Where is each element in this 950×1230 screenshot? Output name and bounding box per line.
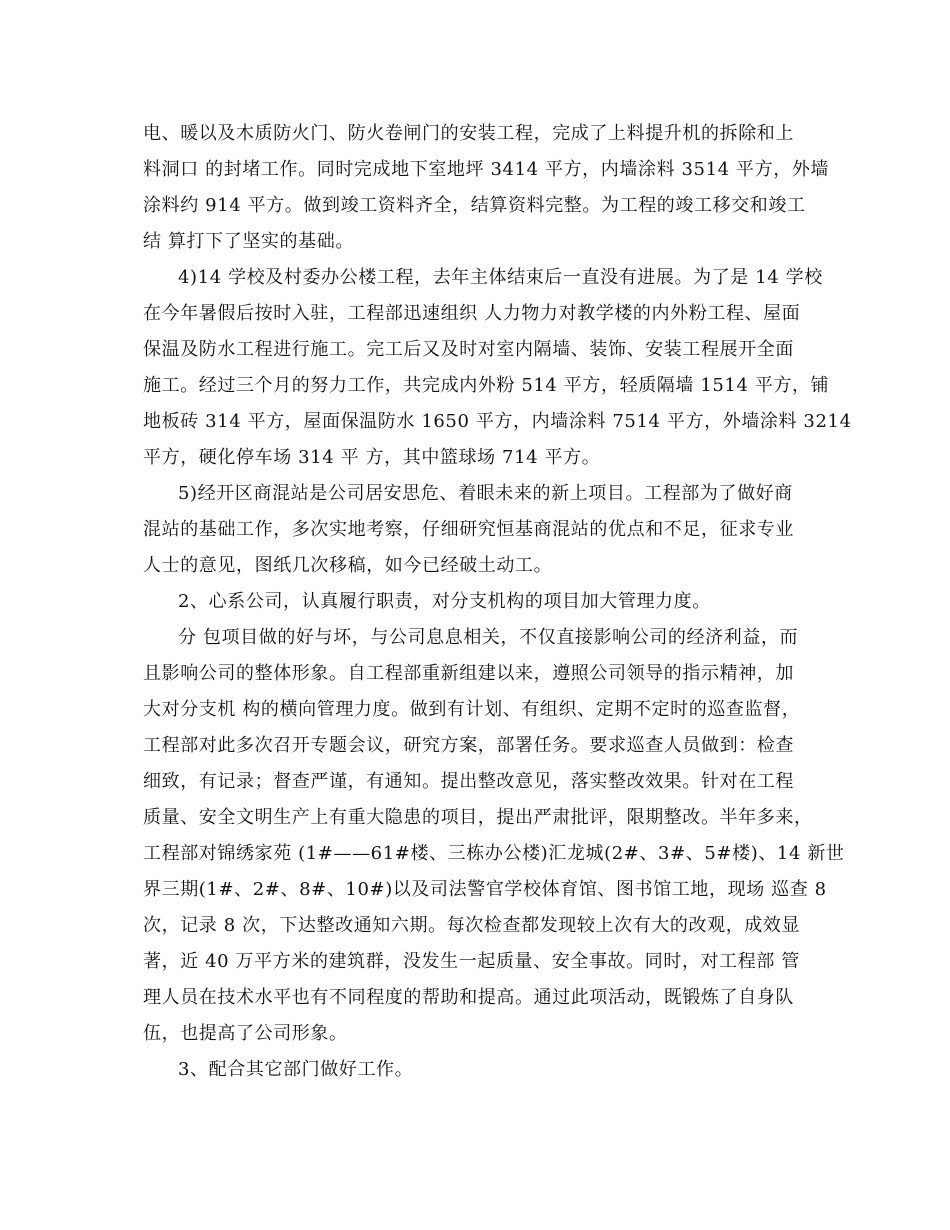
text-line: 且影响公司的整体形象。自工程部重新组建以来，遵照公司领导的指示精神，加	[143, 663, 794, 684]
text-line: 大对分支机 构的横向管理力度。做到有计划、有组织、定期不定时的巡查监督，	[143, 699, 801, 720]
text-line: 4)14 学校及村委办公楼工程，去年主体结束后一直没有进展。为了是 14 学校	[178, 267, 823, 288]
text-line: 地板砖 314 平方，屋面保温防水 1650 平方，内墙涂料 7514 平方，外墙涂料 3214	[143, 411, 852, 432]
text-line: 质量、安全文明生产上有重大隐患的项目，提出严肃批评，限期整改。半年多来，	[143, 807, 813, 828]
text-line: 平方，硬化停车场 314 平 方，其中篮球场 714 平方。	[143, 447, 601, 468]
text-line: 在今年暑假后按时入驻，工程部迅速组织 人力物力对教学楼的内外粉工程、屋面	[143, 303, 801, 324]
text-line: 涂料约 914 平方。做到竣工资料齐全，结算资料完整。为工程的竣工移交和竣工	[143, 195, 806, 216]
text-line: 混站的基础工作，多次实地考察，仔细研究恒基商混站的优点和不足，征求专业	[143, 519, 794, 540]
text-line: 施工。经过三个月的努力工作，共完成内外粉 514 平方，轻质隔墙 1514 平方，铺	[143, 375, 830, 396]
text-line: 结 算打下了坚实的基础。	[143, 231, 354, 252]
text-line: 保温及防水工程进行施工。完工后又及时对室内隔墙、装饰、安装工程展开全面	[143, 339, 794, 360]
section-heading: 2、心系公司，认真履行职责，对分支机构的项目加大管理力度。	[178, 591, 711, 612]
text-line: 细致，有记录；督查严谨，有通知。提出整改意见，落实整改效果。针对在工程	[143, 771, 794, 792]
section-heading: 3、配合其它部门做好工作。	[178, 1059, 414, 1080]
text-line: 5)经开区商混站是公司居安思危、着眼未来的新上项目。工程部为了做好商	[178, 483, 793, 504]
text-line: 电、暖以及木质防火门、防火卷闸门的安装工程，完成了上料提升机的拆除和上	[143, 123, 794, 144]
text-line: 料洞口 的封堵工作。同时完成地下室地坪 3414 平方，内墙涂料 3514 平方，外墙	[143, 159, 830, 180]
text-line: 伍，也提高了公司形象。	[143, 1023, 348, 1044]
text-line: 理人员在技术水平也有不同程度的帮助和提高。通过此项活动，既锻炼了自身队	[143, 987, 794, 1008]
text-line: 工程部对锦绣家苑 (1#——61#楼、三栋办公楼)汇龙城(2#、3#、5#楼)、14 新世	[143, 843, 845, 864]
text-line: 次，记录 8 次，下达整改通知六期。每次检查都发现较上次有大的改观，成效显	[143, 915, 801, 936]
text-line: 著，近 40 万平方米的建筑群，没发生一起质量、安全事故。同时，对工程部 管	[143, 951, 800, 972]
text-line: 界三期(1#、2#、8#、10#)以及司法警官学校体育馆、图书馆工地，现场 巡查 8	[143, 879, 827, 900]
text-line: 工程部对此多次召开专题会议，研究方案，部署任务。要求巡查人员做到：检查	[143, 735, 794, 756]
text-line: 人士的意见，图纸几次移稿，如今已经破土动工。	[143, 555, 553, 576]
text-line: 分 包项目做的好与坏，与公司息息相关，不仅直接影响公司的经济利益，而	[178, 627, 799, 648]
